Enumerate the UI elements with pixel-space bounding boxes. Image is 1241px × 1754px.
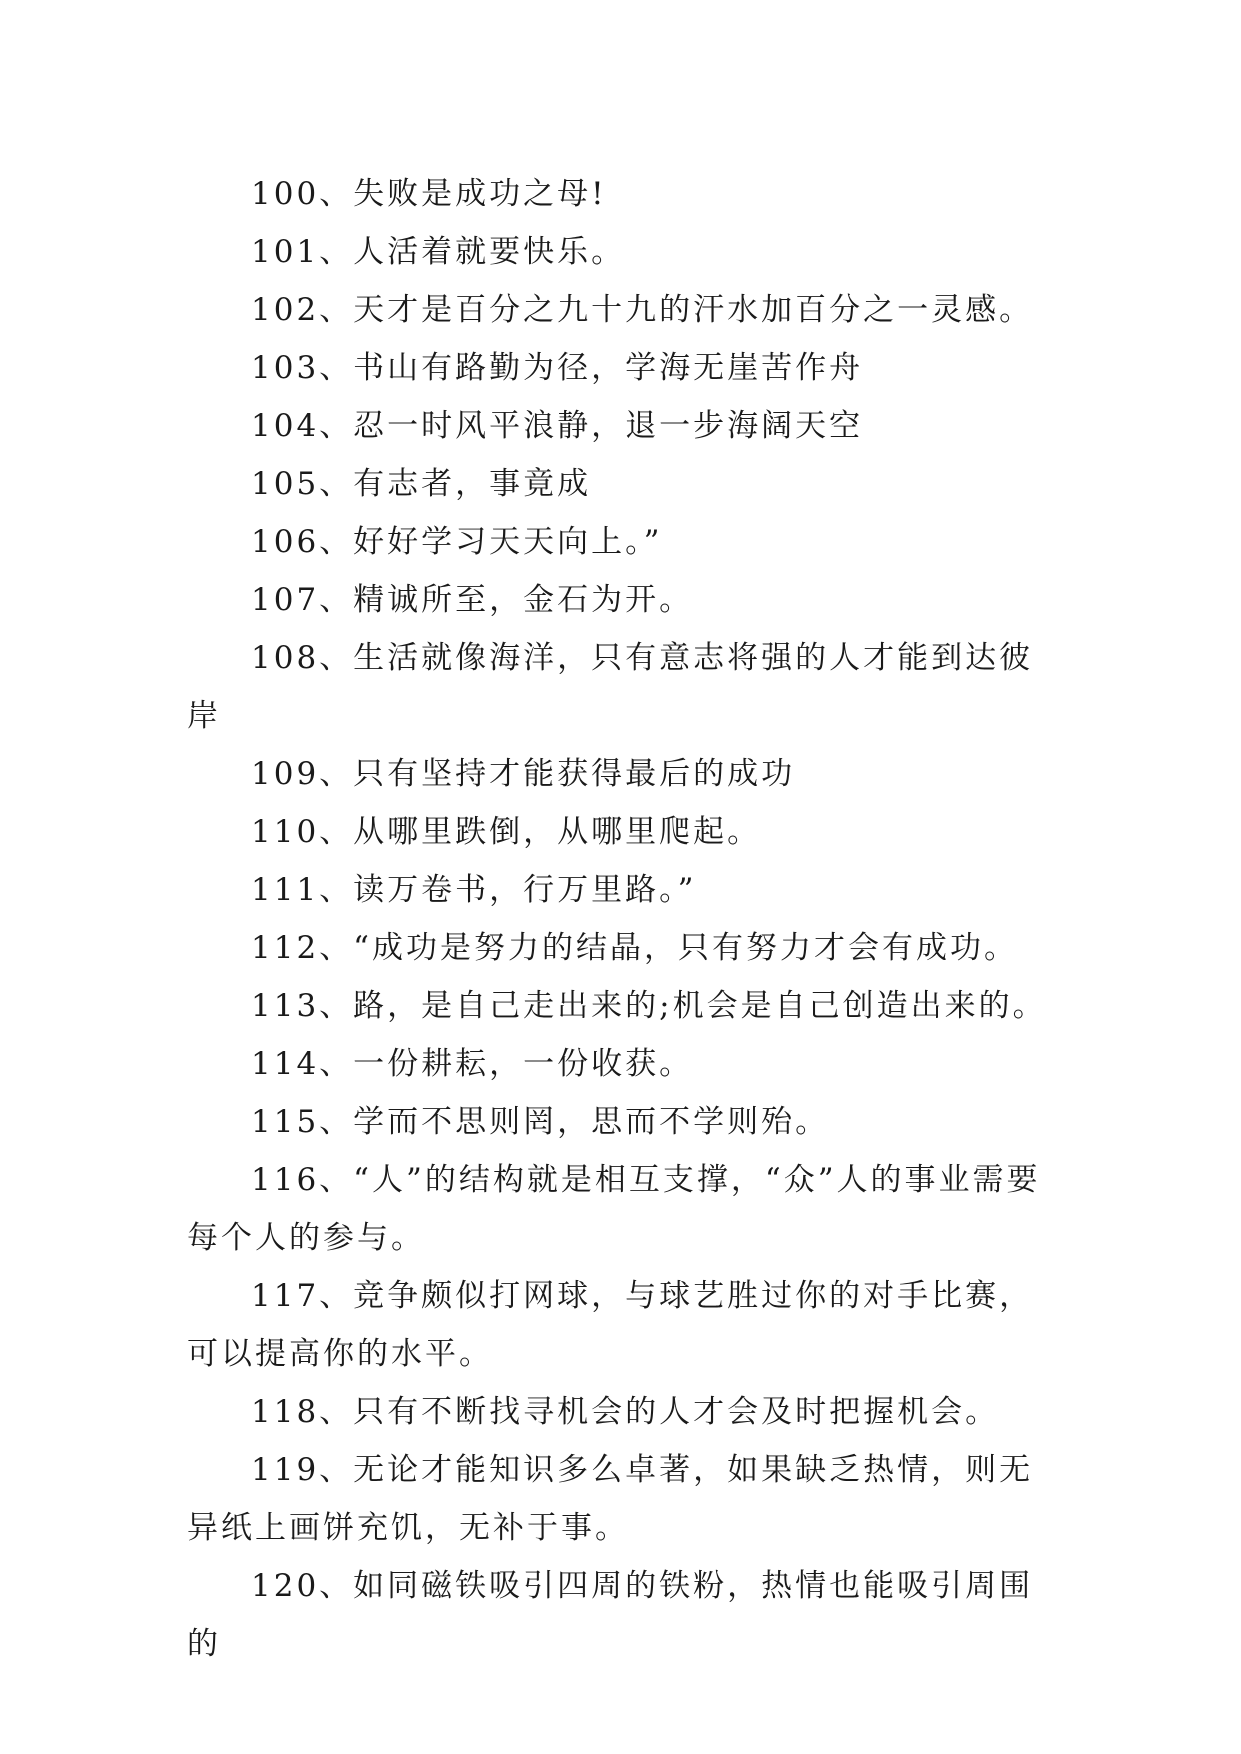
quote-113: 113、路，是自己走出来的;机会是自己创造出来的。 xyxy=(251,988,1047,1024)
quote-114: 114、一份耕耘，一份收获。 xyxy=(251,1046,694,1082)
quote-111: 111、读万卷书，行万里路。” xyxy=(251,872,697,908)
quote-112: 112、“成功是努力的结晶，只有努力才会有成功。 xyxy=(251,930,1019,966)
quote-120: 120、如同磁铁吸引四周的铁粉，热情也能吸引周围的 xyxy=(187,1568,1034,1662)
quote-119: 119、无论才能知识多么卓著，如果缺乏热情，则无异纸上画饼充饥，无补于事。 xyxy=(187,1452,1034,1546)
quote-118: 118、只有不断找寻机会的人才会及时把握机会。 xyxy=(251,1394,1000,1430)
quote-108: 108、生活就像海洋，只有意志将强的人才能到达彼岸 xyxy=(187,640,1034,734)
quote-109: 109、只有坚持才能获得最后的成功 xyxy=(251,756,796,792)
quote-110: 110、从哪里跌倒，从哪里爬起。 xyxy=(251,814,762,850)
quote-117: 117、竞争颇似打网球，与球艺胜过你的对手比赛，可以提高你的水平。 xyxy=(187,1278,1034,1372)
quote-115: 115、学而不思则罔，思而不学则殆。 xyxy=(251,1104,830,1140)
quote-107: 107、精诚所至，金石为开。 xyxy=(251,582,694,618)
quote-list xyxy=(187,165,1057,1673)
quote-101: 101、人活着就要快乐。 xyxy=(251,234,626,270)
quote-106: 106、好好学习天天向上。” xyxy=(251,524,663,560)
quote-100: 100、失败是成功之母! xyxy=(251,176,607,212)
quote-104: 104、忍一时风平浪静，退一步海阔天空 xyxy=(251,408,864,444)
quote-105: 105、有志者，事竟成 xyxy=(251,466,592,502)
quote-103: 103、书山有路勤为径，学海无崖苦作舟 xyxy=(251,350,864,386)
quote-116: 116、“人”的结构就是相互支撑，“众”人的事业需要每个人的参与。 xyxy=(187,1162,1041,1256)
quote-102: 102、天才是百分之九十九的汗水加百分之一灵感。 xyxy=(251,292,1034,328)
